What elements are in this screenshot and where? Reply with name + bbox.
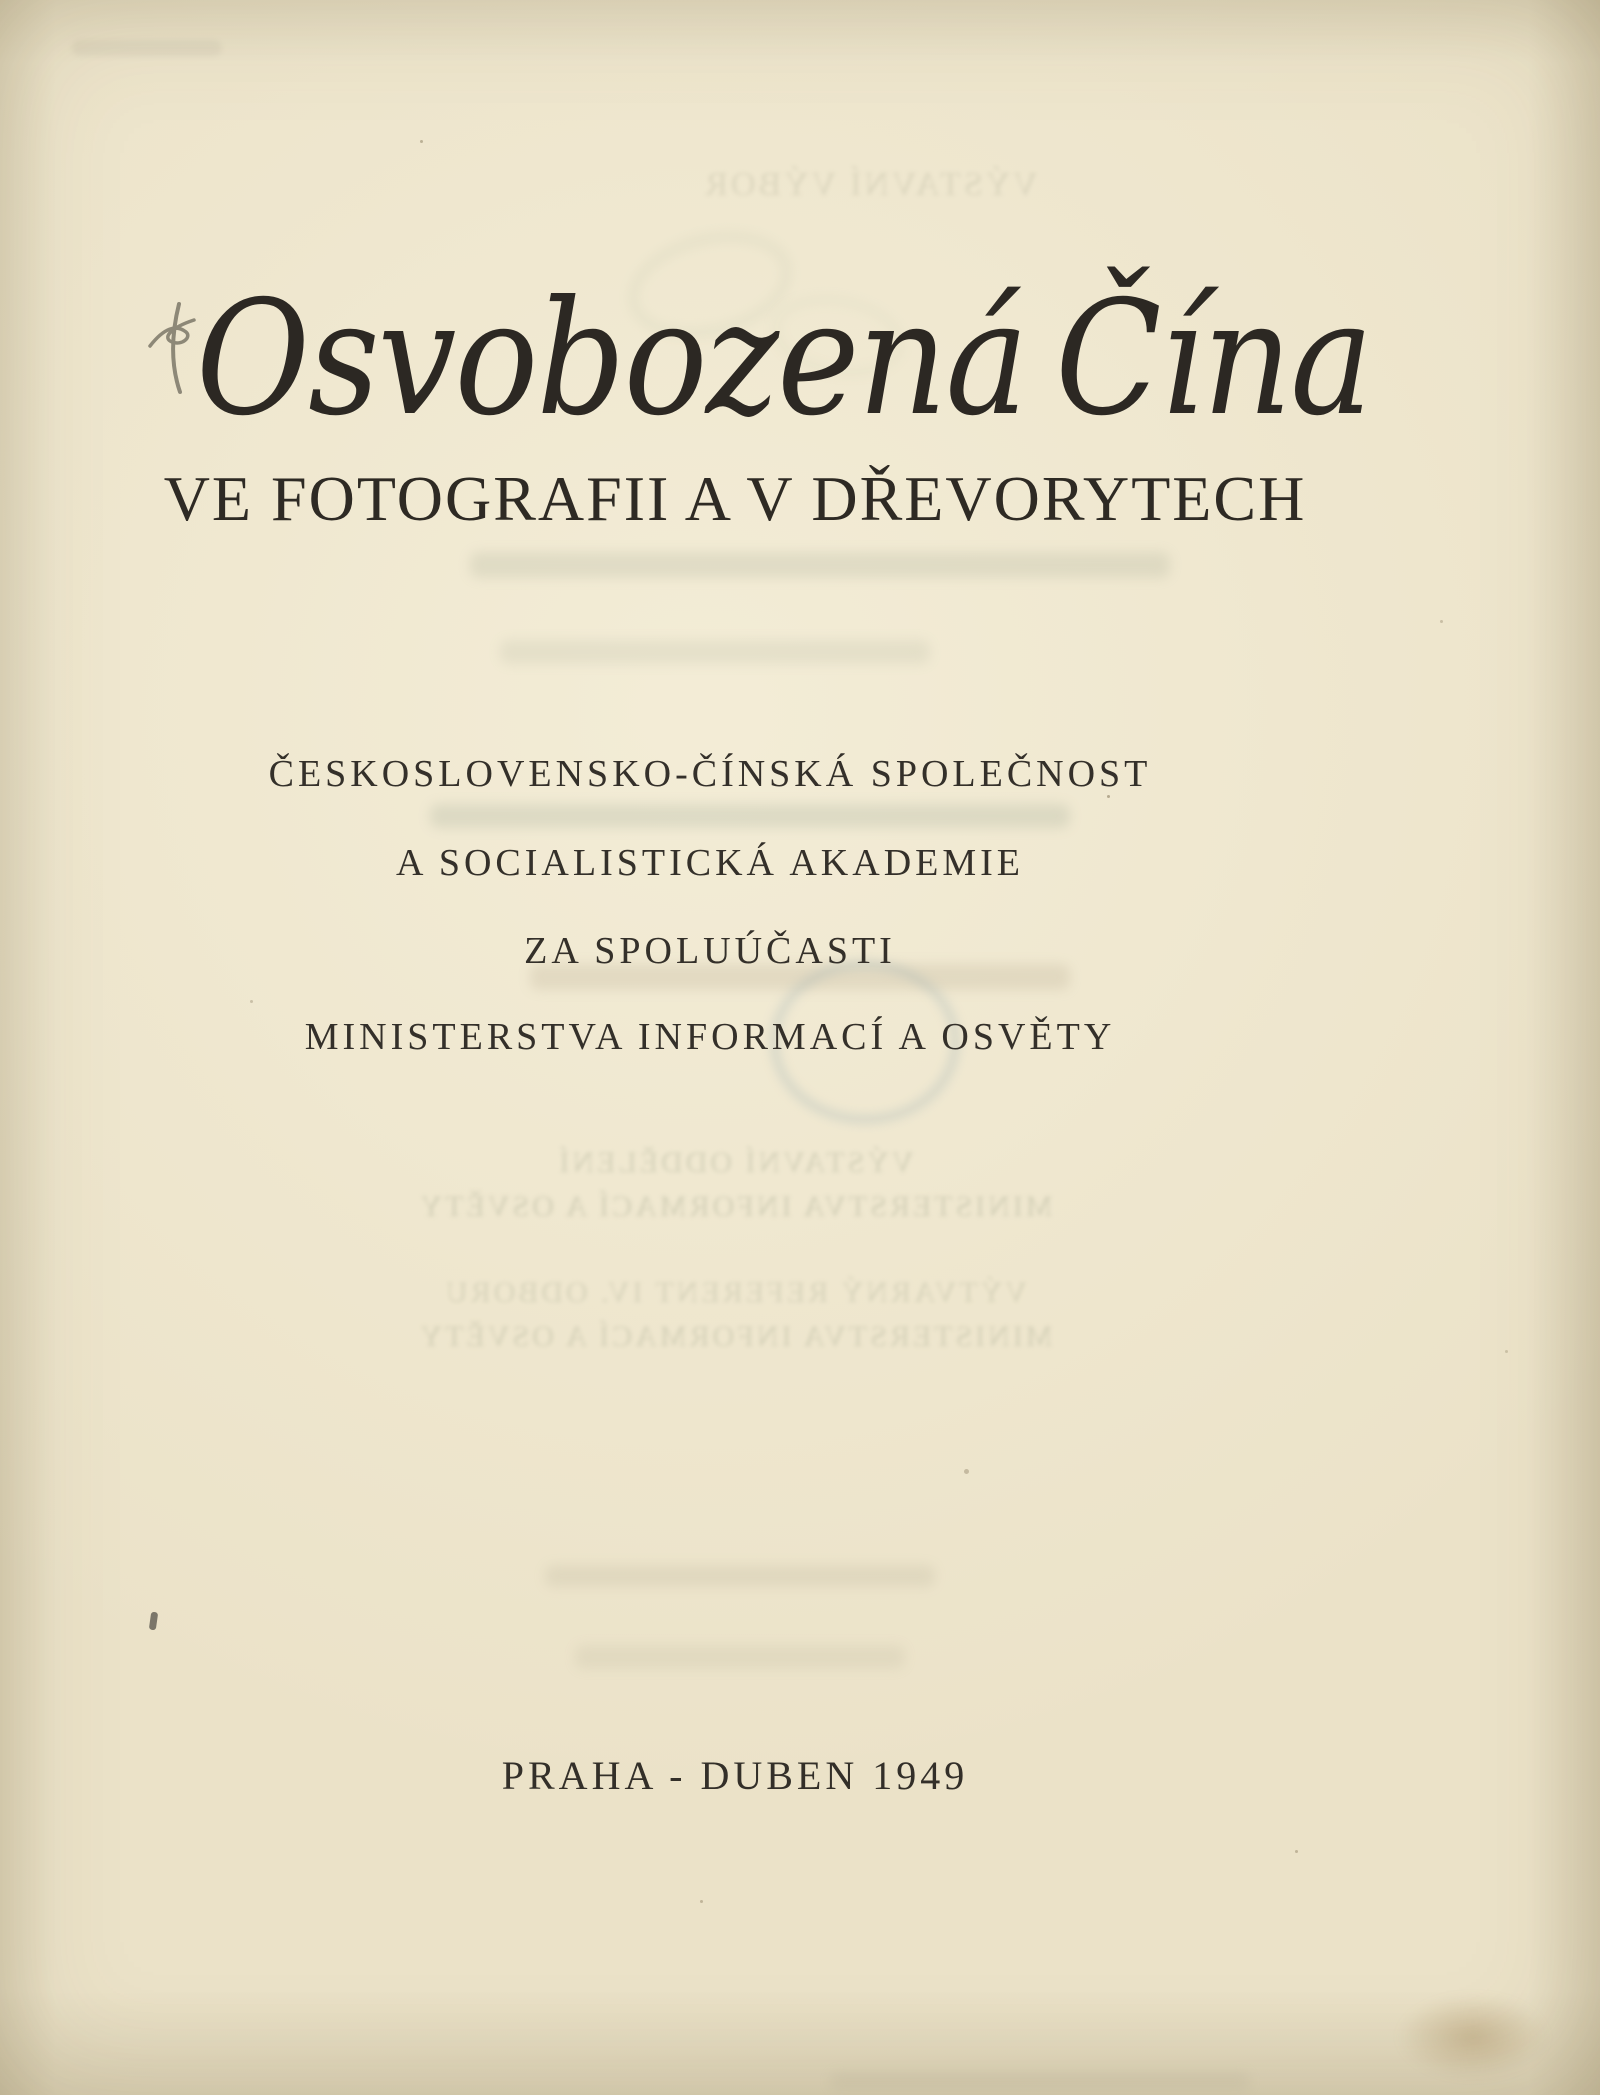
ghost-showthrough-line: VÝSTAVNÍ VÝBOR [702,166,1038,203]
book-subtitle: VE FOTOGRAFII A V DŘEVORYTECH [163,463,1307,534]
organizer-line: ZA SPOLUÚČASTI [524,930,896,972]
organizer-line: MINISTERSTVA INFORMACÍ A OSVĚTY [304,1016,1116,1058]
ghost-showthrough-band [575,1645,905,1669]
pencil-tick-mark [149,1612,158,1631]
organizer-line: ČESKOSLOVENSKO-ČÍNSKÁ SPOLEČNOST [268,753,1152,795]
faint-pencil-inscription [72,40,222,56]
ghost-showthrough-band [500,640,930,664]
imprint-place-date: PRAHA - DUBEN 1949 [501,1753,969,1798]
book-title: Osvobozená Čína [196,267,1372,451]
organizer-line: A SOCIALISTICKÁ AKADEMIE [396,842,1024,884]
ghost-showthrough-band [470,552,1170,578]
ghost-showthrough-band [430,804,1070,828]
ghost-showthrough-line: VÝSTAVNÍ ODDĚLENÍ [556,1146,914,1179]
ghost-showthrough-band [830,2072,1250,2090]
ghost-showthrough-line: VÝTVARNÝ REFERENT IV. ODBORU [442,1276,1028,1309]
corner-smudge [1368,1978,1578,2095]
ghost-showthrough-band [545,1565,935,1587]
paper-specks [420,140,423,143]
ghost-showthrough-line: MINISTERSTVA INFORMACÍ A OSVĚTY [417,1320,1053,1353]
ghost-showthrough-line: MINISTERSTVA INFORMACÍ A OSVĚTY [417,1190,1053,1223]
